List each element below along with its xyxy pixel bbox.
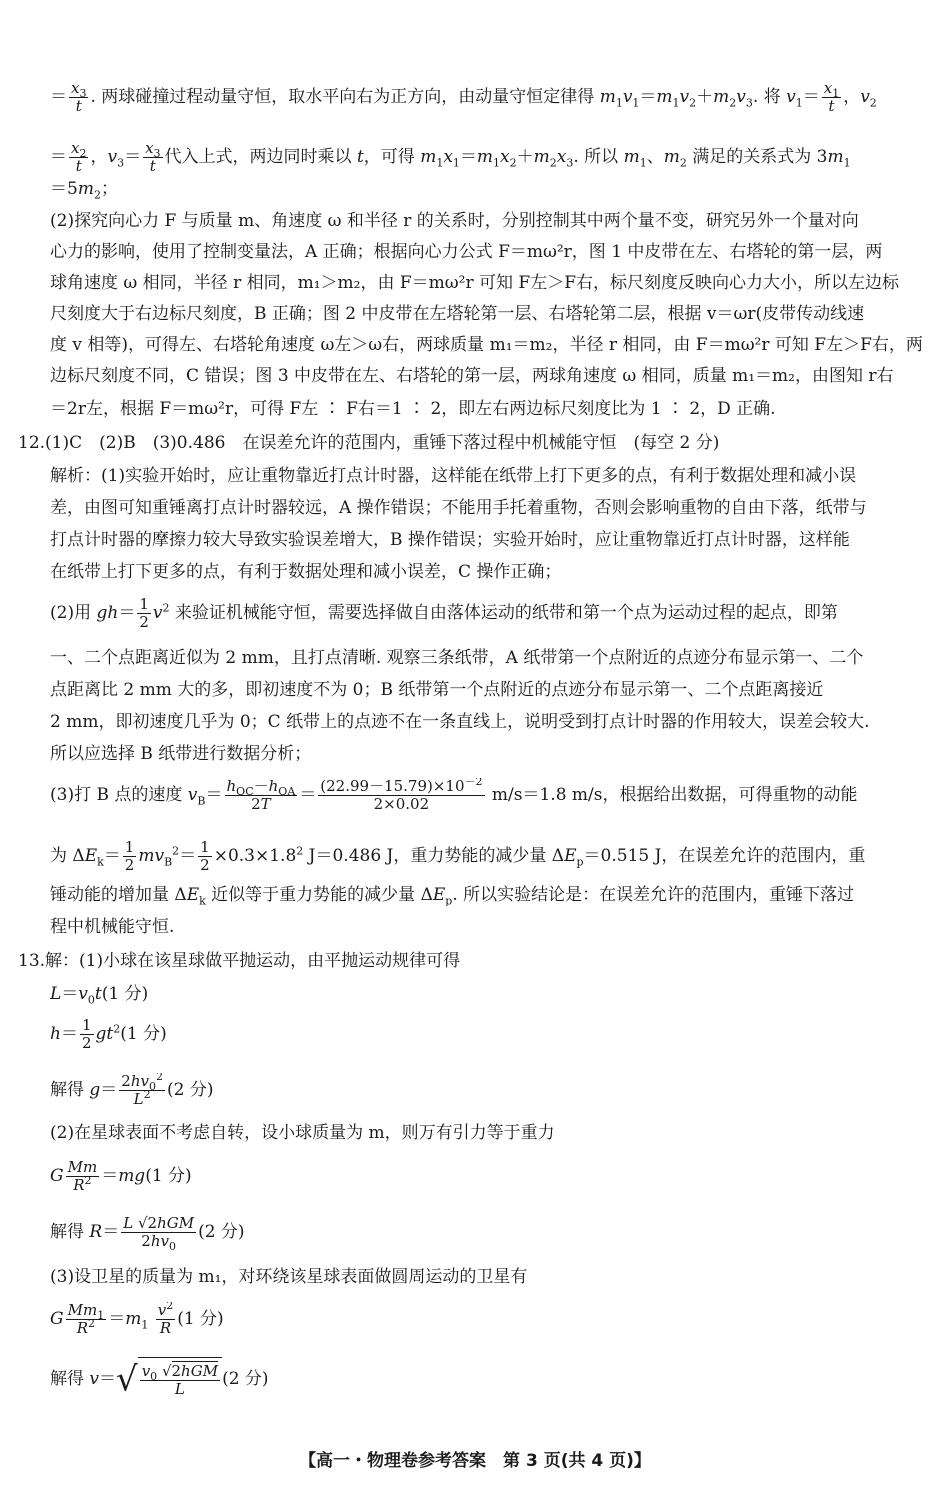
text-line-5: 心力的影响，使用了控制变量法，A 正确；根据向心力公式 F＝mω²r，图 1 中皮带在左、右塔轮的第一层，两 bbox=[50, 242, 883, 262]
text-line-19: 2 mm，即初速度几乎为 0；C 纸带上的点迹不在一条直线上，说明受到打点计时器的作用较大，误差会较大. bbox=[50, 712, 870, 732]
text-line-10: ＝2r左，根据 F＝mω²r，可得 F左 ∶ F右＝1 ∶ 2，即左右两边标尺刻度比为 1 ∶ 2，D 正确. bbox=[50, 399, 776, 419]
text-line-3: $=5m_2$； bbox=[50, 179, 118, 200]
text-line-18: 点距离比 2 mm 大的多，即初速度不为 0；B 纸带第一个点附近的点迹分布显示第一、二个点距离接近 bbox=[50, 680, 824, 700]
text-line-34: 解得 v＝√ $v_0$ √2hGM L (2 分) bbox=[50, 1357, 930, 1405]
text-line-29: (2)在星球表面不考虑自转，设小球质量为 m，则万有引力等于重力 bbox=[50, 1123, 555, 1143]
text-line-20: 所以应选择 B 纸带进行数据分析； bbox=[50, 744, 312, 764]
question-13-heading: 13.解：(1)小球在该星球做平抛运动，由平抛运动规律可得 bbox=[18, 951, 461, 971]
text-line-15: 在纸带上打下更多的点，有利于数据处理和减小误差，C 操作正确； bbox=[50, 562, 562, 582]
text-line-2: ＝ $\frac{x_2}{t}$ ，$v_3=$ $\frac{x_3}{t}$ 代入上式，两边同时乘以 t，可得 $m_1x_1=m_1x_2+m_2x_3$. 所以 $m_1$、$m_2$ 满足的关系式为 $3m_1$ bbox=[50, 140, 851, 175]
question-12-answer: 12.(1)C (2)B (3)0.486 在误差允许的范围内，重锤下落过程中机械能守恒 (每空 2 分) bbox=[18, 433, 720, 453]
text-line-23: 锤动能的增加量 $\Delta E_k$ 近似等于重力势能的减少量 $\Delta E_p$. 所以实验结论是：在误差允许的范围内，重锤下落过 bbox=[50, 885, 855, 906]
text-line-4: (2)探究向心力 F 与质量 m、角速度 ω 和半径 r 的关系时，分别控制其中两个量不变，研究另外一个量对向 bbox=[50, 211, 859, 231]
text-line-28: 解得 g＝ $\frac{2hv_0^2}{L^2}$ (2 分) bbox=[50, 1073, 214, 1108]
text-line-13: 差，由图可知重锤离打点计时器较远，A 操作错误；不能用手托着重物，否则会影响重物的自由下落，纸带与 bbox=[50, 498, 867, 518]
text-line-12: 解析：(1)实验开始时，应让重物靠近打点计时器，这样能在纸带上打下更多的点，有利于数据处理和减小误 bbox=[50, 466, 857, 486]
text-line-7: 尺刻度大于右边标尺刻度，B 正确；图 2 中皮带在左塔轮第一层、右塔轮第二层，根据 v＝ωr(皮带传动线速 bbox=[50, 304, 865, 324]
text-line-24: 程中机械能守恒. bbox=[50, 917, 175, 937]
page-footer: 【高一・物理卷参考答案 第 3 页(共 4 页)】 bbox=[299, 1451, 651, 1471]
text-line-17: 一、二个点距离近似为 2 mm，且打点清晰. 观察三条纸带，A 纸带第一个点附近的点迹分布显示第一、二个 bbox=[50, 648, 864, 668]
text-line-33: G $\frac{Mm_1}{R^2}$ $=m_1$ $\frac{v^2}{R}$ (1 分) bbox=[50, 1302, 224, 1337]
fraction: $\frac{x_3}{t}$ bbox=[71, 80, 87, 115]
text-line-26: $L=v_0t(1$ 分) bbox=[50, 984, 149, 1005]
text-line-14: 打点计时器的摩擦力较大导致实验误差增大，B 操作错误；实验开始时，应让重物靠近打点计时器，这样能 bbox=[50, 530, 850, 550]
text-line-27: h＝ $\frac{1}{2}$ $gt^2(1$ 分) bbox=[50, 1017, 167, 1052]
text-line-1: ＝ $\frac{x_3}{t}$ . 两球碰撞过程动量守恒，取水平向右为正方向，由动量守恒定律得 $m_1v_1=m_1v_2+m_2v_3$. 将 $v_1=$ $\frac{x_1}{t}$ ，$v_2$ bbox=[50, 80, 877, 115]
text-line-22: 为 $\Delta E_k=$ $\frac{1}{2}$ $mv_B^2=$ $\frac{1}{2}$ $\times 0.3\times 1.8^2$ J＝0.486 J，重力势能的减少量 $\Delta E_p=0.515$ J，在误差允许的范围内，重 bbox=[50, 839, 866, 874]
text-line-6: 球角速度 ω 相同，半径 r 相同，m₁＞m₂，由 F＝mω²r 可知 F左＞F右，标尺刻度反映向心力大小，所以左边标 bbox=[50, 273, 899, 293]
text-line-31: 解得 R＝ L √2hGM $2hv_0$ (2 分) bbox=[50, 1215, 245, 1250]
text-line-8: 度 v 相等)，可得左、右塔轮角速度 ω左＞ω右，两球质量 m₁＝m₂，半径 r 相同，由 F＝mω²r 可知 F左＞F右，两 bbox=[50, 335, 923, 355]
text-line-30: G $\frac{Mm}{R^2}$ ＝mg(1 分) bbox=[50, 1159, 192, 1194]
text-line-16: (2)用 gh＝ $\frac{1}{2}$ $v^2$ 来验证机械能守恒，需要选择做自由落体运动的纸带和第一个点为运动过程的起点，即第 bbox=[50, 596, 838, 631]
text-line-21: (3)打 B 点的速度 $v_B=$ $h_{OC}-h_{OA}$ 2T ＝ $\frac{(22.99-15.79)\times 10^{-2}}{2\times 0.02}$ m/s＝1.8 m/s，根据给出数据，可得重物的动能 bbox=[50, 778, 858, 813]
text-line-9: 边标尺刻度不同，C 错误；图 3 中皮带在左、右塔轮的第一层，两球角速度 ω 相同，质量 m₁＝m₂，由图知 r右 bbox=[50, 366, 894, 386]
text-line-32: (3)设卫星的质量为 m₁，对环绕该星球表面做圆周运动的卫星有 bbox=[50, 1267, 528, 1287]
